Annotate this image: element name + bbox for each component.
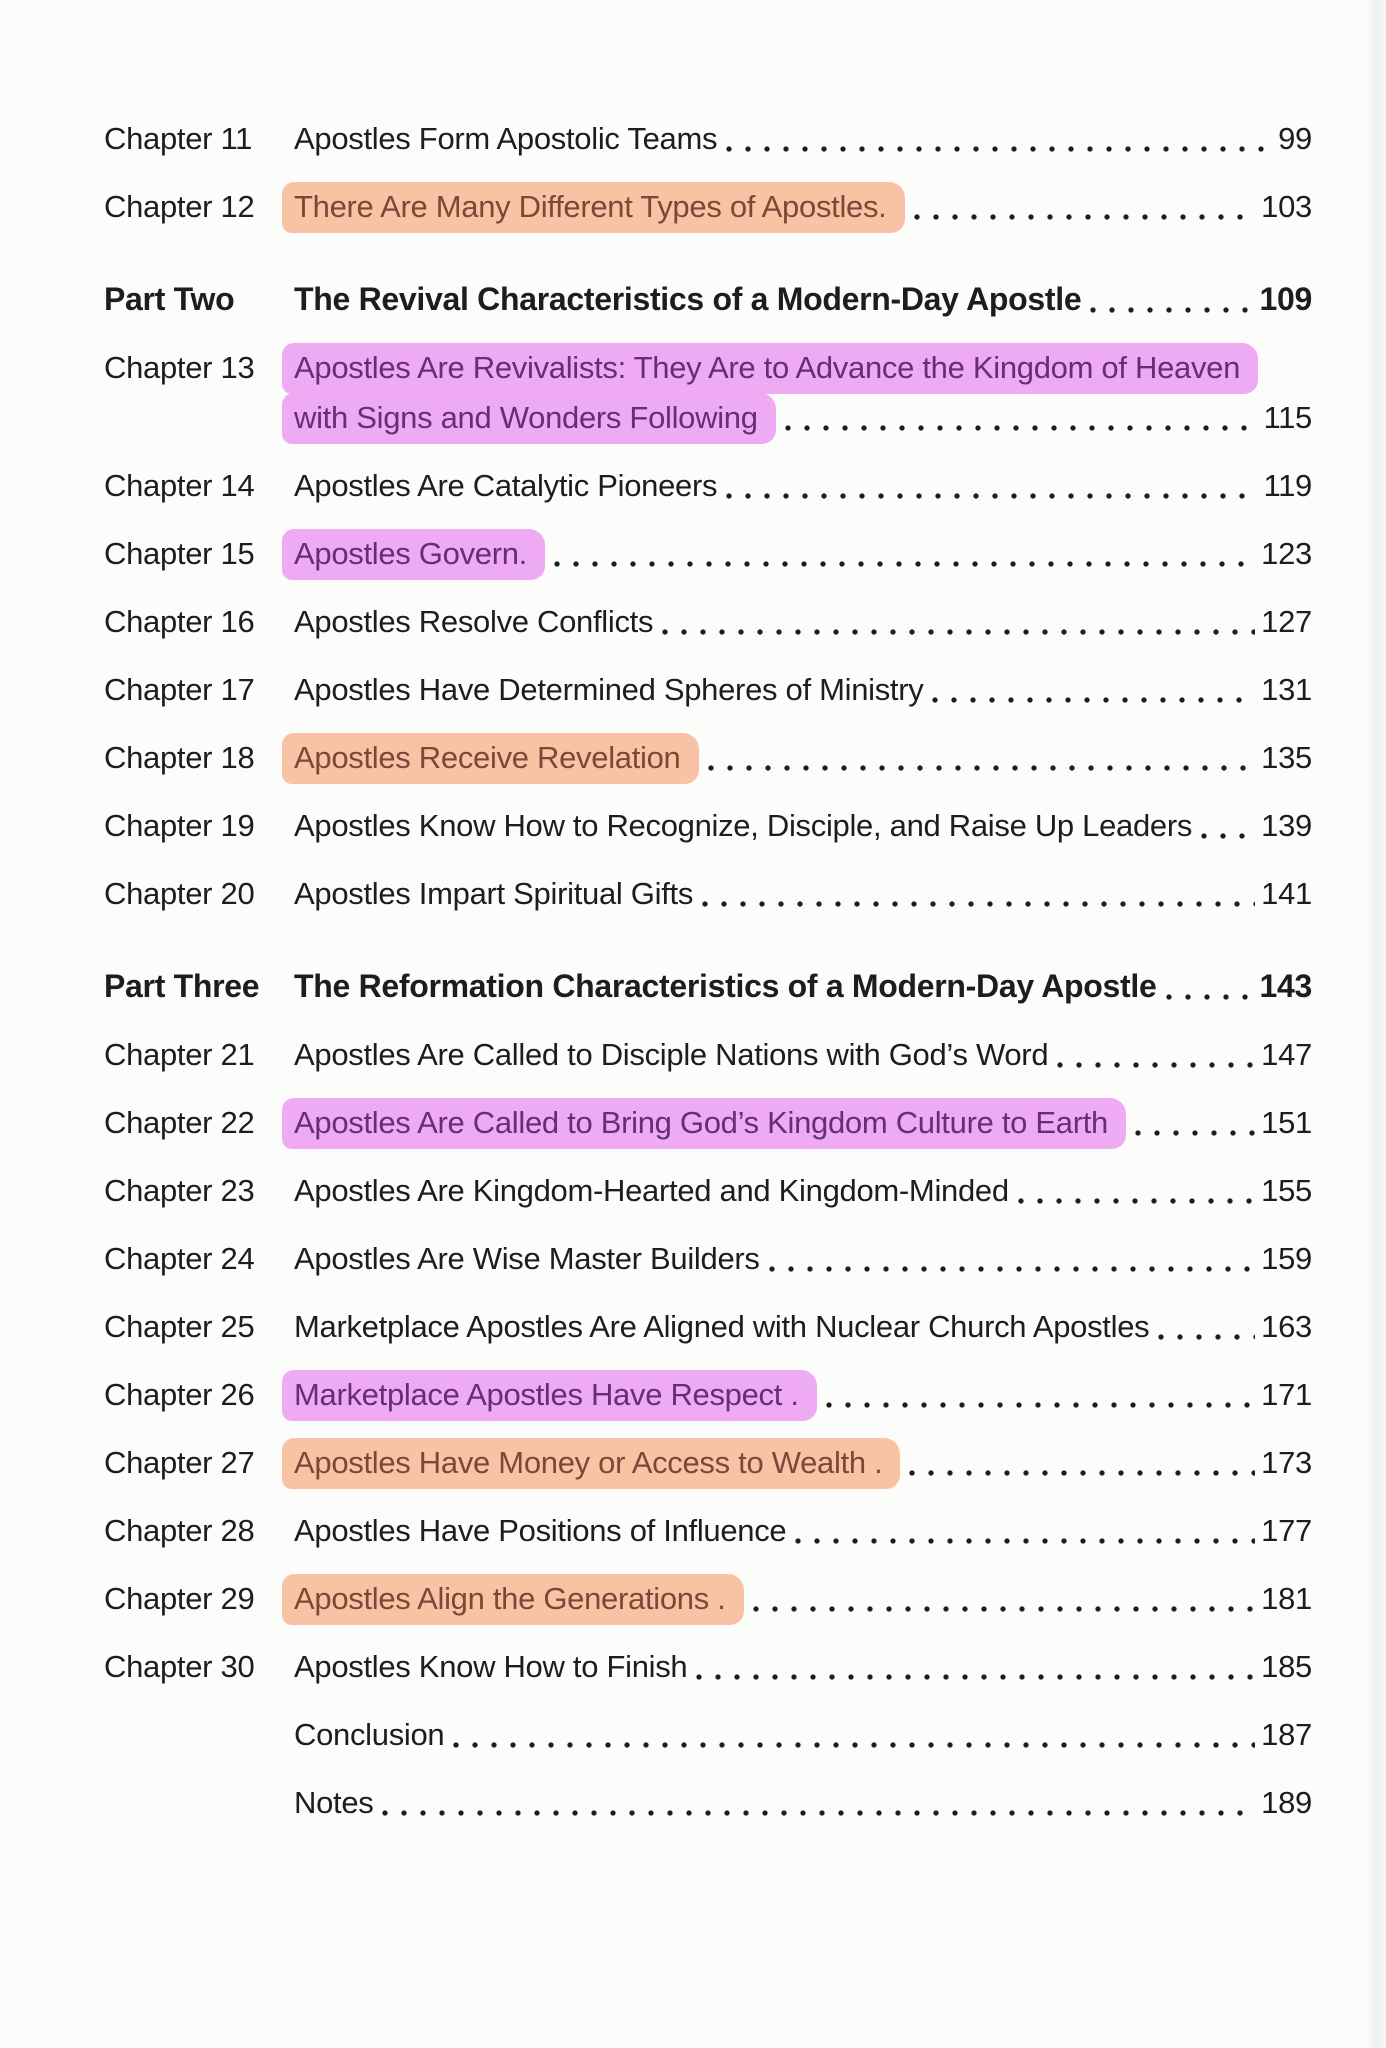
dot-leader	[826, 1374, 1255, 1415]
page-number: 99	[1278, 121, 1312, 156]
page-number: 139	[1261, 808, 1312, 843]
page-scan-edge	[1366, 0, 1386, 2048]
page-number: 127	[1261, 604, 1312, 639]
dot-leader	[726, 465, 1257, 506]
toc-row	[104, 347, 1312, 438]
part-title: The Reformation Characteristics of a Modern-Day Apostle	[294, 968, 1157, 1004]
chapter-label: Chapter 18	[104, 740, 255, 775]
chapter-title-highlighted: Apostles Receive Revelation	[282, 733, 699, 784]
dot-leader	[702, 873, 1255, 914]
dot-leader	[382, 1782, 1255, 1823]
chapter-title-highlighted: Apostles Have Money or Access to Wealth .	[282, 1438, 900, 1489]
chapter-title: Apostles Are Catalytic Pioneers	[294, 468, 718, 503]
page-number: 159	[1261, 1241, 1312, 1276]
chapter-label: Chapter 25	[104, 1309, 255, 1344]
toc-row	[104, 1102, 1312, 1143]
dot-leader	[708, 737, 1256, 778]
chapter-label: Chapter 13	[104, 350, 255, 385]
page-number: 163	[1261, 1309, 1312, 1344]
chapter-title: Apostles Know How to Finish	[294, 1649, 688, 1684]
dot-leader	[726, 118, 1272, 159]
dot-leader	[1018, 1170, 1255, 1211]
chapter-title: Apostles Are Kingdom-Hearted and Kingdom-Minded	[294, 1173, 1009, 1208]
title-line	[294, 397, 1312, 438]
dot-leader	[769, 1238, 1256, 1279]
chapter-title: Apostles Are Called to Disciple Nations with God’s Word	[294, 1037, 1049, 1072]
page-number: 143	[1259, 968, 1312, 1004]
page-number: 185	[1261, 1649, 1312, 1684]
chapter-label: Chapter 28	[104, 1513, 255, 1548]
chapter-label: Chapter 24	[104, 1241, 255, 1276]
page-number: 177	[1261, 1513, 1312, 1548]
chapter-label: Chapter 20	[104, 876, 255, 911]
page-number: 141	[1261, 876, 1312, 911]
dot-leader	[914, 186, 1256, 227]
chapter-title: Apostles Impart Spiritual Gifts	[294, 876, 694, 911]
toc-row	[104, 1646, 1312, 1687]
page-number: 119	[1263, 468, 1312, 503]
dot-leader	[909, 1442, 1255, 1483]
chapter-title-highlighted: There Are Many Different Types of Apostles.	[282, 182, 905, 233]
dot-leader	[932, 669, 1255, 710]
toc-row	[104, 1578, 1312, 1619]
dot-leader	[795, 1510, 1255, 1551]
chapter-label: Chapter 21	[104, 1037, 255, 1072]
dot-leader	[554, 533, 1255, 574]
page-number: 103	[1261, 189, 1312, 224]
page-number: 189	[1261, 1785, 1312, 1820]
chapter-title: Conclusion	[294, 1717, 445, 1752]
toc-row	[104, 601, 1312, 642]
page-number: 187	[1261, 1717, 1312, 1752]
page-number: 173	[1261, 1445, 1312, 1480]
toc-row	[104, 118, 1312, 159]
chapter-label: Chapter 30	[104, 1649, 255, 1684]
toc-row	[104, 1238, 1312, 1279]
chapter-title-highlighted: Apostles Are Called to Bring God’s Kingdom Culture to Earth	[282, 1098, 1126, 1149]
toc-row	[104, 669, 1312, 710]
toc-row	[104, 465, 1312, 506]
page-number: 131	[1261, 672, 1312, 707]
toc-row	[104, 1510, 1312, 1551]
toc-part-row	[104, 279, 1312, 320]
dot-leader	[1135, 1102, 1255, 1143]
chapter-label: Chapter 11	[104, 121, 253, 156]
page-number: 123	[1261, 536, 1312, 571]
title-line	[294, 347, 1312, 388]
chapter-label: Chapter 29	[104, 1581, 255, 1616]
toc-row	[104, 186, 1312, 227]
page-number: 109	[1259, 281, 1312, 317]
chapter-title-highlighted: Apostles Align the Generations .	[282, 1574, 744, 1625]
dot-leader	[1201, 805, 1255, 846]
chapter-label: Chapter 22	[104, 1105, 255, 1140]
chapter-title: Notes	[294, 1785, 374, 1820]
toc-row	[104, 873, 1312, 914]
toc-row	[104, 1714, 1312, 1755]
chapter-title-highlighted: Apostles Are Revivalists: They Are to Advance the Kingdom of Heaven	[282, 343, 1258, 394]
page-number: 147	[1261, 1037, 1312, 1072]
chapter-title: Apostles Know How to Recognize, Disciple, and Raise Up Leaders	[294, 808, 1193, 843]
chapter-label: Chapter 19	[104, 808, 255, 843]
chapter-label: Chapter 15	[104, 536, 255, 571]
page-number: 135	[1261, 740, 1312, 775]
part-label: Part Two	[104, 281, 235, 317]
chapter-label: Chapter 27	[104, 1445, 255, 1480]
chapter-label: Chapter 14	[104, 468, 255, 503]
toc-row	[104, 1442, 1312, 1483]
toc-row	[104, 1782, 1312, 1823]
dot-leader	[1090, 279, 1253, 320]
page-number: 181	[1261, 1581, 1312, 1616]
dot-leader	[1057, 1034, 1255, 1075]
chapter-label: Chapter 23	[104, 1173, 255, 1208]
chapter-title: Apostles Resolve Conflicts	[294, 604, 654, 639]
toc-row	[104, 1306, 1312, 1347]
chapter-title: Apostles Have Positions of Influence	[294, 1513, 787, 1548]
toc-row	[104, 805, 1312, 846]
chapter-title-highlighted: Marketplace Apostles Have Respect .	[282, 1370, 817, 1421]
dot-leader	[453, 1714, 1255, 1755]
page-number: 155	[1261, 1173, 1312, 1208]
dot-leader	[662, 601, 1255, 642]
page-number: 115	[1263, 400, 1312, 435]
chapter-title: Marketplace Apostles Are Aligned with Nuclear Church Apostles	[294, 1309, 1150, 1344]
page-number: 151	[1261, 1105, 1312, 1140]
dot-leader	[1158, 1306, 1255, 1347]
dot-leader	[753, 1578, 1256, 1619]
page-number: 171	[1261, 1377, 1312, 1412]
chapter-label: Chapter 12	[104, 189, 255, 224]
chapter-label: Chapter 17	[104, 672, 255, 707]
toc-row	[104, 737, 1312, 778]
dot-leader	[1166, 966, 1254, 1007]
part-label: Part Three	[104, 968, 260, 1004]
chapter-title: Apostles Are Wise Master Builders	[294, 1241, 760, 1276]
chapter-title-highlighted: Apostles Govern.	[282, 529, 545, 580]
toc-row	[104, 1034, 1312, 1075]
dot-leader	[696, 1646, 1255, 1687]
toc-row	[104, 1170, 1312, 1211]
part-title: The Revival Characteristics of a Modern-Day Apostle	[294, 281, 1082, 317]
toc-row	[104, 533, 1312, 574]
dot-leader	[785, 397, 1258, 438]
chapter-title: Apostles Have Determined Spheres of Ministry	[294, 672, 924, 707]
toc-row	[104, 1374, 1312, 1415]
chapter-title: Apostles Form Apostolic Teams	[294, 121, 718, 156]
chapter-title-highlighted: with Signs and Wonders Following	[282, 393, 776, 444]
chapter-label: Chapter 26	[104, 1377, 255, 1412]
toc-part-row	[104, 966, 1312, 1007]
chapter-label: Chapter 16	[104, 604, 255, 639]
chapter-title-block	[294, 347, 1312, 438]
